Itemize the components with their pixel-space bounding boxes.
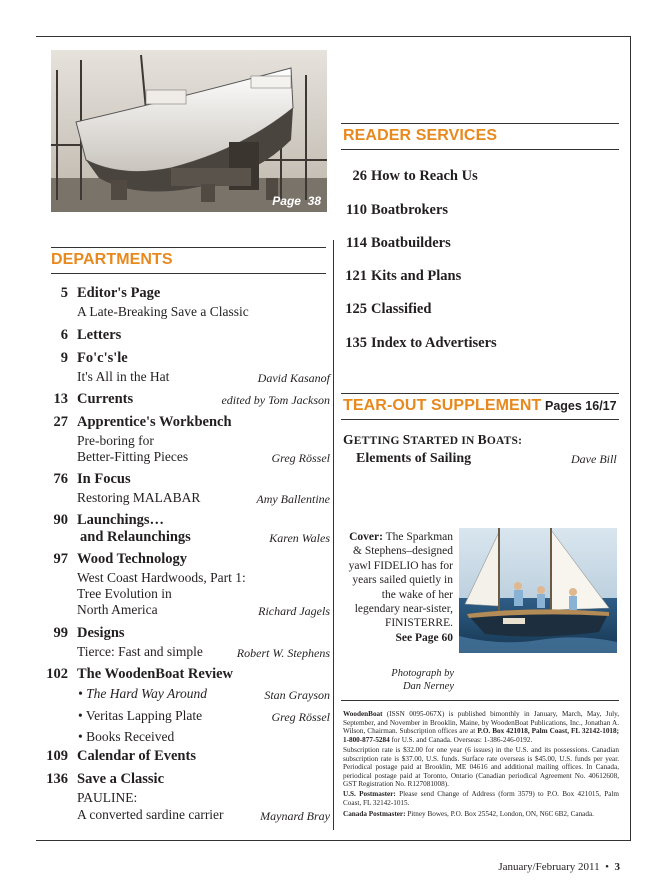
rs-label: Boatbuilders [371,235,451,251]
cover-see-page[interactable]: See Page 60 [395,631,453,644]
brand-name: WoodenBoat [343,710,383,718]
postmaster-label: U.S. Postmaster: [343,790,396,798]
frame-top-rule [36,36,630,37]
column-divider [333,240,334,830]
title-smallcaps: TARTED IN [410,435,478,447]
rs-kits-and-plans[interactable] [340,268,461,285]
dept-page-num: 97 [53,551,68,567]
tearout-author: Dave Bill [571,452,617,466]
subscription-info: Subscription rate is $32.00 for one year (6 issues) in the U.S. and its possessions. Canadian subscription rate is $37.00, U.S. funds. Surface rate overseas is $45.00, U.S. funds per year. Periodical postage paid at Brooklin, ME 04616 and additional mailing offices. In Canada, periodical postage paid at Toronto, Ontario (Canadian periodical Agreement No. 40612608, GST Registration No. R127081008). [343,746,619,789]
cover-description [340,530,453,645]
dept-title: Editor's Page [77,285,161,301]
dept-page-num: 90 [53,512,68,528]
dept-page-num: 109 [46,748,68,764]
rs-label: Index to Advertisers [371,335,497,351]
dept-page-num: 27 [53,414,68,430]
rs-boatbuilders[interactable] [340,235,451,252]
title-smallcaps: OATS: [486,435,523,447]
fineprint-rule [341,700,619,701]
rs-page-num: 114 [346,235,367,251]
photo-credit-name: Dan Nerney [402,681,454,692]
dept-subtitle: A converted sardine carrier [77,807,224,822]
dept-title: and Relaunchings [80,529,191,545]
dept-title: Launchings… [77,512,165,528]
dept-author: Richard Jagels [258,604,330,618]
dept-page-num: 6 [60,327,68,343]
dept-page-num: 5 [60,285,68,301]
dept-subtitle: Better-Fitting Pieces [77,449,189,464]
dept-subtitle: Pre-boring for [77,433,154,448]
reader-services-rule-top [341,123,619,124]
dept-title: In Focus [77,471,131,487]
dept-title: Apprentice's Workbench [77,414,232,430]
dept-title: Designs [77,625,125,641]
dept-title: Letters [77,327,122,343]
departments-rule-bottom [51,273,326,274]
dept-author: David Kasanof [257,371,330,385]
rs-label: Classified [371,301,432,317]
rs-page-num: 26 [352,168,367,184]
dept-title: Fo'c's'le [77,350,128,366]
page-footer [498,861,620,873]
photo-caption-page: 38 [307,194,321,208]
postmaster-text: Please send Change of Address (form 3579) to P.O. Box 421015, Palm Coast, FL 32142-1015. [343,790,619,807]
dept-subtitle: North America [77,602,158,617]
reader-services-heading: READER SERVICES [343,127,498,144]
postmaster-text: Pitney Bowes, P.O. Box 25542, London, ON, N6C 6B2, Canada. [405,810,594,818]
dept-author: Stan Grayson [264,688,330,702]
publication-info [343,710,619,744]
rs-page-num: 121 [345,268,367,284]
dept-title: Calendar of Events [77,748,196,764]
dept-subtitle: Tree Evolution in [77,586,172,601]
boat-photo[interactable] [51,50,327,212]
photo-credit-label: Photograph by [391,668,454,679]
dept-page-num: 136 [46,771,68,787]
dept-subtitle: Restoring MALABAR [77,490,201,505]
title-letter: S [402,432,411,447]
photo-caption [272,194,321,208]
title-letter: B [477,432,487,447]
departments-rule-top [51,247,326,248]
dept-title: The WoodenBoat Review [77,666,234,682]
photo-credit [376,667,454,693]
dept-author: Greg Rössel [271,451,330,465]
frame-right-rule [630,36,631,840]
sailboat-photo[interactable] [459,528,617,653]
dept-page-num: 13 [53,391,68,407]
tearout-heading: TEAR-OUT SUPPLEMENT [343,397,542,414]
sailboat-photo-illustration [459,528,617,653]
tearout-pages: Pages 16/17 [545,399,617,413]
dept-author: Karen Wales [269,531,330,545]
dept-author: Robert W. Stephens [236,646,330,660]
rs-classified[interactable] [340,301,431,318]
photo-caption-word: Page [272,194,301,208]
tearout-subtitle: Elements of Sailing [356,451,472,466]
publication-text: (ISSN 0095-067X) is published bimonthly in January, March, May, July, September, and November in Brooklin, Maine, by WoodenBoat Publications, Inc., Jonathan A. Wilson, Chairman. Subscription offices are at [343,710,619,736]
reader-services-rule-bottom [341,149,619,150]
rs-label: Kits and Plans [371,268,462,284]
footer-bullet: • [605,861,609,873]
dept-subtitle: It's All in the Hat [77,369,170,384]
rs-label: How to Reach Us [371,168,478,184]
rs-index-to-advertisers[interactable] [340,335,497,352]
postmaster-label: Canada Postmaster: [343,810,406,818]
publication-text: for U.S. and Canada. Overseas: 1-386-246-0192. [389,735,533,744]
dept-subtitle: PAULINE: [77,790,138,805]
dept-title: Save a Classic [77,771,164,787]
title-smallcaps: ETTING [353,435,403,447]
page-number: 3 [614,861,620,873]
dept-page-num: 99 [53,625,68,641]
rs-page-num: 135 [345,335,367,351]
dept-title: Currents [77,391,134,407]
tearout-title[interactable] [343,432,522,448]
rs-page-num: 110 [346,202,367,218]
rs-label: Boatbrokers [371,202,449,218]
dept-subtitle: Tierce: Fast and simple [77,644,203,659]
rs-page-num: 125 [345,301,367,317]
cover-label: Cover: [349,531,383,543]
us-postmaster-info [343,790,619,807]
frame-bottom-rule [36,840,631,841]
dept-author: Maynard Bray [260,809,330,823]
review-item: • Books Received [78,729,175,744]
tearout-rule-bottom [341,419,619,420]
dept-author: Greg Rössel [271,710,330,724]
title-letter: G [343,432,354,447]
dept-title: Wood Technology [77,551,187,567]
dept-page-num: 9 [60,350,68,366]
review-item: • The Hard Way Around [78,686,207,701]
dept-page-num: 102 [46,666,68,682]
tearout-rule-top [341,393,619,394]
cover-text: The Sparkman & Stephens–designed yawl FIDELIO has for years sailed quietly in the wake of her legendary near-sister, FINISTERRE. [348,531,453,630]
boat-photo-illustration [51,50,327,212]
dept-author: edited by Tom Jackson [221,393,330,407]
rs-boatbrokers[interactable] [340,202,448,219]
dept-subtitle: A Late-Breaking Save a Classic [77,304,249,319]
subscription-address: P.O. Box 421018, Palm Coast, FL 32142-1018; 1-800-877-5284 [343,727,619,744]
dept-subtitle: West Coast Hardwoods, Part 1: [77,570,246,585]
departments-heading: DEPARTMENTS [51,251,173,268]
dept-author: Amy Ballentine [256,492,330,506]
canada-postmaster-info [343,810,619,819]
rs-how-to-reach-us[interactable] [340,168,478,185]
dept-page-num: 76 [53,471,68,487]
review-item: • Veritas Lapping Plate [78,708,203,723]
issue-date: January/February 2011 [498,861,600,873]
